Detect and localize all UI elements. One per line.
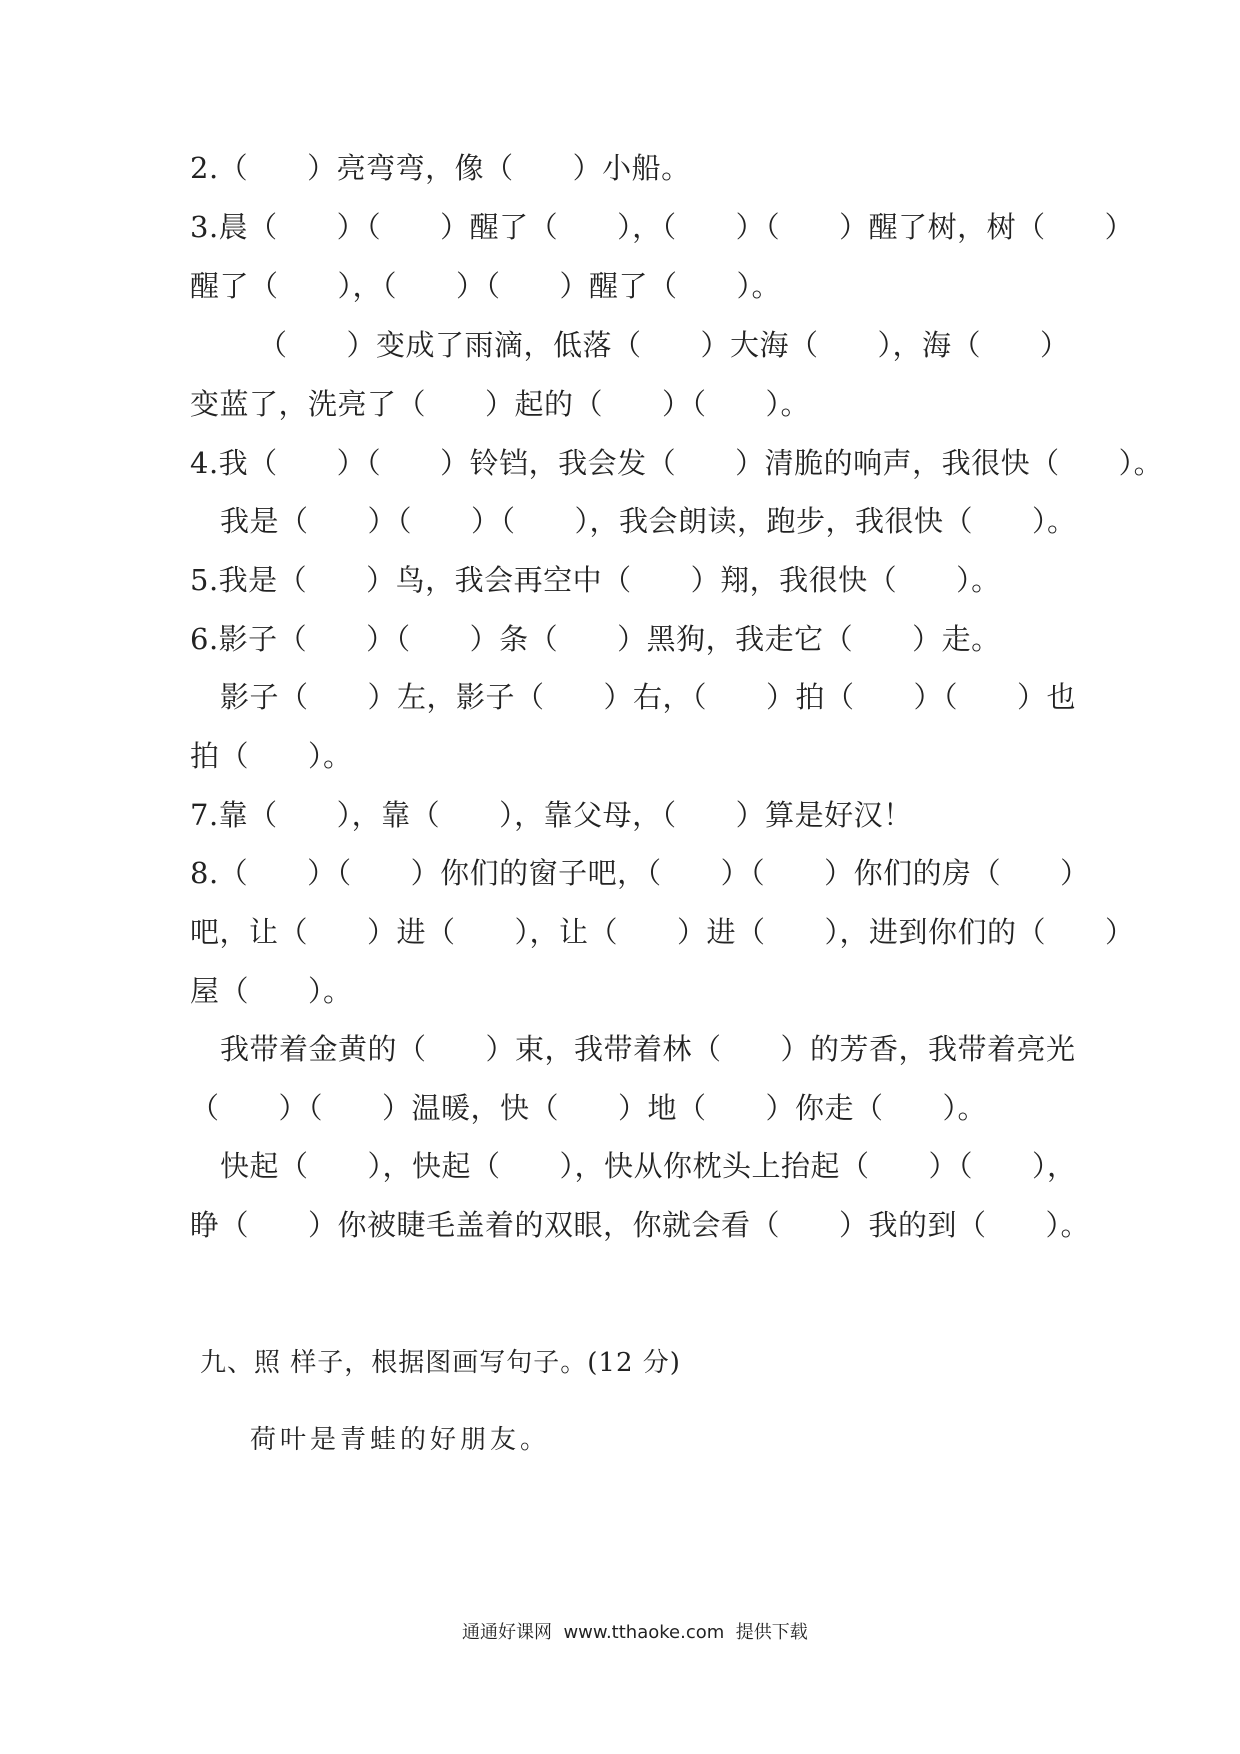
fill-in-line-1: 2.（ ）亮弯弯，像（ ）小船。 xyxy=(190,151,691,185)
fill-in-line-3: 醒了（ ），（ ）（ ）醒了（ ）。 xyxy=(190,269,782,303)
fill-in-line-14: 吧，让（ ）进（ ），让（ ）进（ ），进到你们的（ ） xyxy=(190,915,1135,949)
fill-in-line-2: 3.晨（ ）（ ）醒了（ ），（ ）（ ）醒了树，树（ ） xyxy=(190,210,1135,244)
fill-in-line-8: 5.我是（ ）鸟，我会再空中（ ）翔，我很快（ ）。 xyxy=(190,563,1001,597)
fill-in-line-6: 4.我（ ）（ ）铃铛，我会发（ ）清脆的响声，我很快（ ）。 xyxy=(190,446,1164,480)
fill-in-line-16: 我带着金黄的（ ）束，我带着林（ ）的芳香，我带着亮光 xyxy=(220,1032,1076,1066)
fill-in-line-5: 变蓝了，洗亮了（ ）起的（ ）（ ）。 xyxy=(190,387,811,421)
page-footer: 通通好课网 www.tthaoke.com 提供下载 xyxy=(462,1622,808,1643)
fill-in-line-13: 8.（ ）（ ）你们的窗子吧，（ ）（ ）你们的房（ ） xyxy=(190,856,1090,890)
fill-in-line-12: 7.靠（ ），靠（ ），靠父母，（ ）算是好汉！ xyxy=(190,798,913,832)
section-nine-title: 九、照 样子，根据图画写句子。(12 分) xyxy=(200,1348,681,1378)
fill-in-line-17: （ ）（ ）温暖，快（ ）地（ ）你走（ ）。 xyxy=(190,1091,988,1125)
fill-in-line-15: 屋（ ）。 xyxy=(190,974,353,1008)
fill-in-line-4: （ ）变成了雨滴，低落（ ）大海（ ），海（ ） xyxy=(258,328,1070,362)
fill-in-line-19: 睁（ ）你被睫毛盖着的双眼，你就会看（ ）我的到（ ）。 xyxy=(190,1208,1091,1242)
example-sentence: 荷叶是青蛙的好朋友。 xyxy=(250,1425,551,1455)
fill-in-line-7: 我是（ ）（ ）（ ），我会朗读，跑步，我很快（ ）。 xyxy=(220,504,1077,538)
fill-in-line-11: 拍（ ）。 xyxy=(190,739,353,773)
fill-in-line-9: 6.影子（ ）（ ）条（ ）黑狗，我走它（ ）走。 xyxy=(190,622,1001,656)
fill-in-line-18: 快起（ ），快起（ ），快从你枕头上抬起（ ）（ ）， xyxy=(220,1149,1077,1183)
fill-in-line-10: 影子（ ）左，影子（ ）右，（ ）拍（ ）（ ）也 xyxy=(220,680,1077,714)
